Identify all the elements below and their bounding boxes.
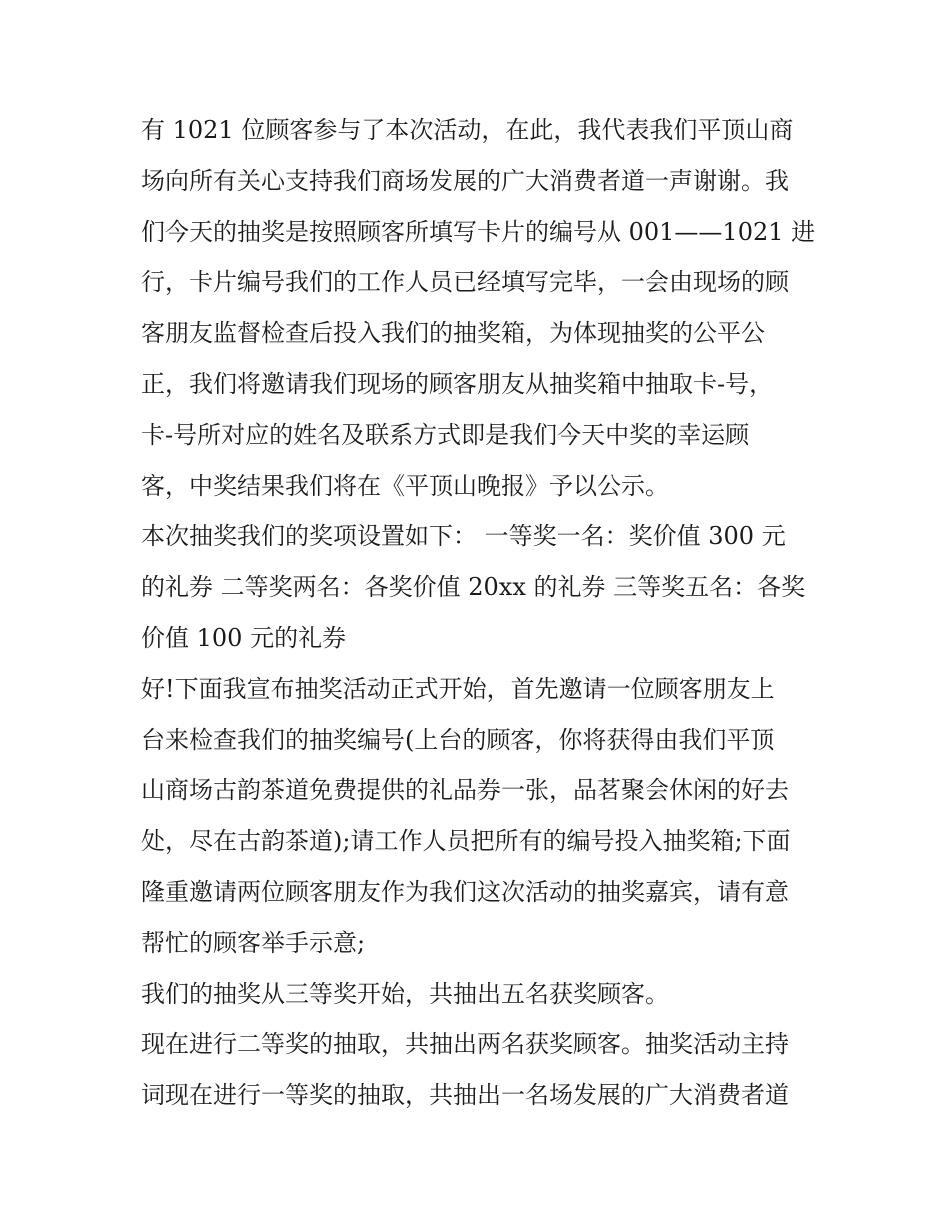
text-line: 行，卡片编号我们的工作人员已经填写完毕，一会由现场的顾 xyxy=(141,268,789,297)
text-line: 我们的抽奖从三等奖开始，共抽出五名获奖顾客。 xyxy=(141,979,669,1008)
text-line: 客，中奖结果我们将在《平顶山晚报》予以公示。 xyxy=(141,471,669,500)
text-line: 处，尽在古韵茶道);请工作人员把所有的编号投入抽奖箱;下面 xyxy=(141,827,791,856)
text-line: 词现在进行一等奖的抽取，共抽出一名场发展的广大消费者道 xyxy=(141,1081,789,1110)
text-line: 本次抽奖我们的奖项设置如下： 一等奖一名：奖价值 300 元 xyxy=(141,522,786,551)
text-line: 卡-号所对应的姓名及联系方式即是我们今天中奖的幸运顾 xyxy=(141,420,750,449)
text-line: 好!下面我宣布抽奖活动正式开始，首先邀请一位顾客朋友上 xyxy=(141,674,775,703)
text-line: 客朋友监督检查后投入我们的抽奖箱，为体现抽奖的公平公 xyxy=(141,319,765,348)
text-line: 场向所有关心支持我们商场发展的广大消费者道一声谢谢。我 xyxy=(141,166,789,195)
text-line: 的礼券 二等奖两名：各奖价值 20xx 的礼券 三等奖五名：各奖 xyxy=(141,573,806,602)
text-line: 帮忙的顾客举手示意; xyxy=(141,928,366,957)
text-line: 有 1021 位顾客参与了本次活动，在此，我代表我们平顶山商 xyxy=(141,116,794,144)
text-line: 台来检查我们的抽奖编号(上台的顾客，你将获得由我们平顶 xyxy=(141,725,775,754)
document-body xyxy=(141,105,821,1121)
text-line: 现在进行二等奖的抽取，共抽出两名获奖顾客。抽奖活动主持 xyxy=(141,1030,789,1059)
text-line: 隆重邀请两位顾客朋友作为我们这次活动的抽奖嘉宾，请有意 xyxy=(141,877,789,906)
text-line: 们今天的抽奖是按照顾客所填写卡片的编号从 001——1021 进 xyxy=(141,217,816,246)
text-line: 山商场古韵茶道免费提供的礼品券一张，品茗聚会休闲的好去 xyxy=(141,776,789,805)
text-line: 正，我们将邀请我们现场的顾客朋友从抽奖箱中抽取卡-号， xyxy=(141,369,774,398)
text-line: 价值 100 元的礼券 xyxy=(141,623,347,652)
